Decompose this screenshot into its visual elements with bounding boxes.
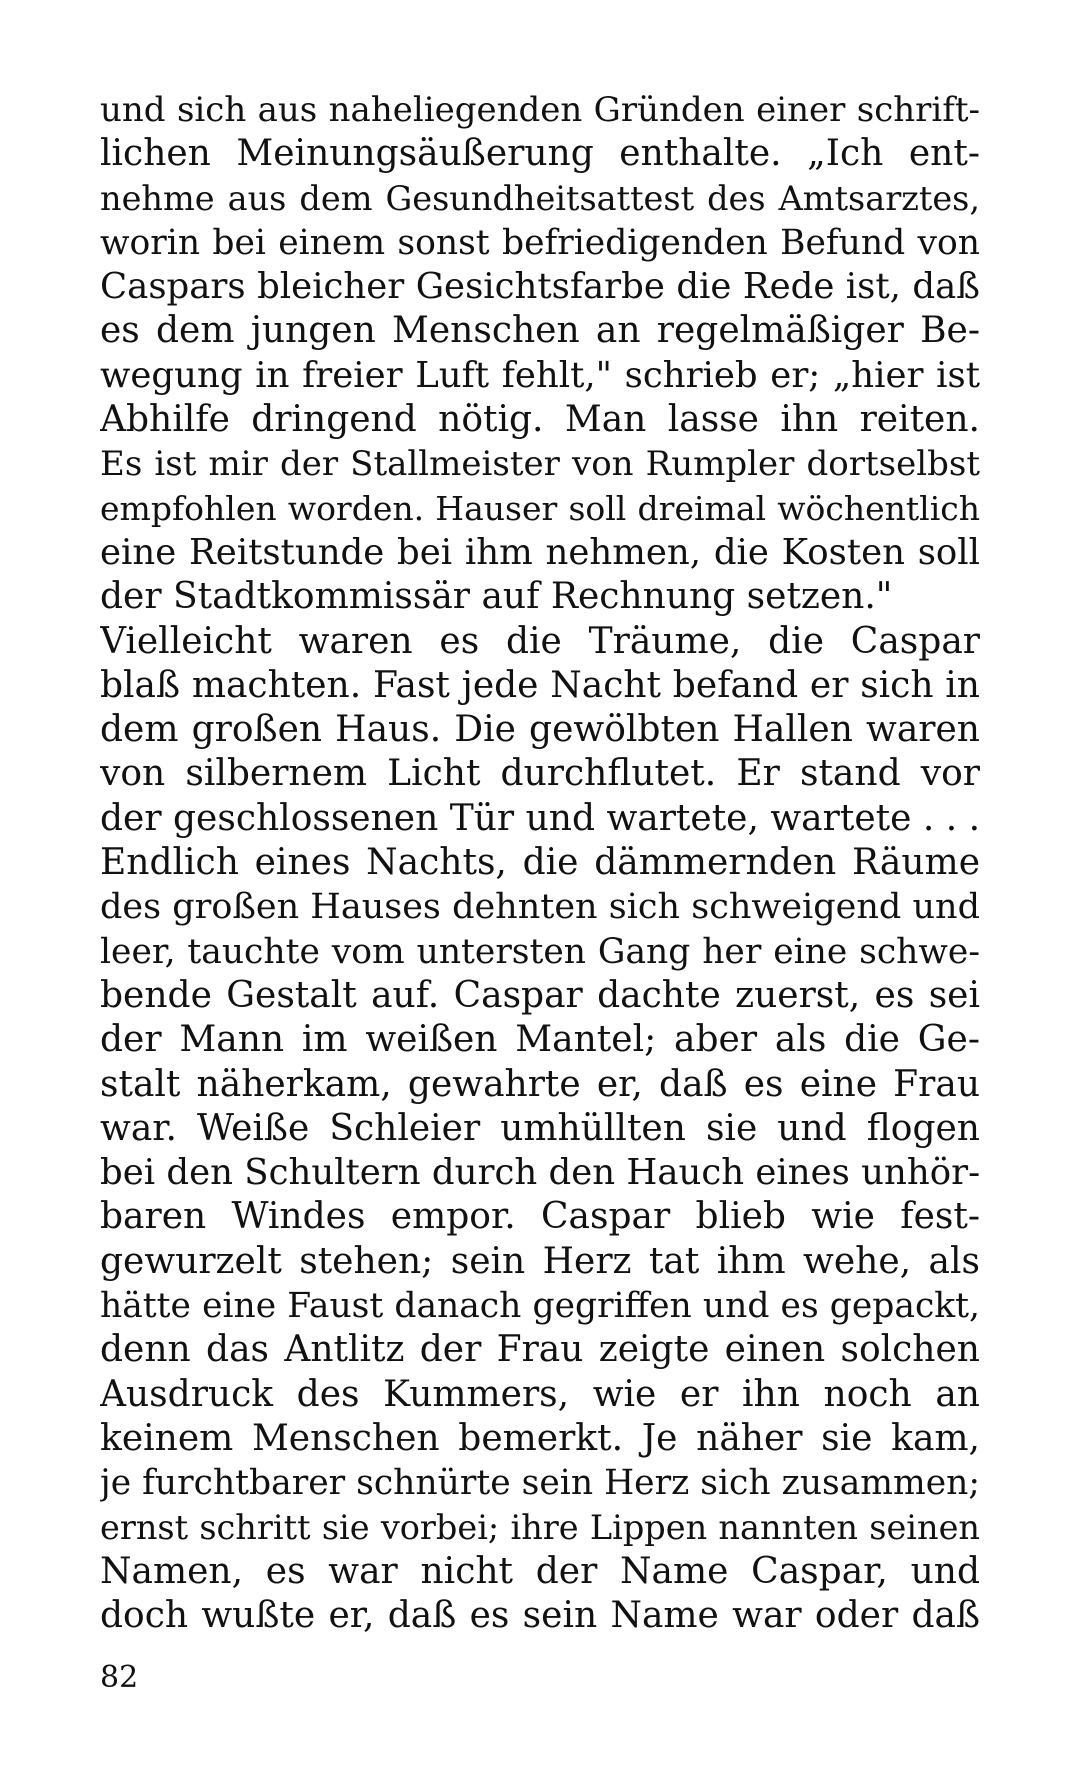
text-line: doch wußte er, daß es sein Name war oder daß <box>100 1595 980 1637</box>
page-number: 82 <box>100 1660 139 1695</box>
text-line: eine Reitstunde bei ihm nehmen, die Kosten soll <box>100 531 980 573</box>
text-line: der Mann im weißen Mantel; aber als die Ge- <box>100 1019 980 1061</box>
text-line: lichen Meinungsäußerung enthalte. „Ich ent- <box>100 133 980 175</box>
text-line: leer, tauchte vom untersten Gang her eine schwe- <box>100 931 980 972</box>
text-line: Namen, es war nicht der Name Caspar, und <box>100 1550 980 1592</box>
text-line: es dem jungen Menschen an regelmäßiger Be- <box>100 310 980 352</box>
text-line: Es ist mir der Stallmeister von Rumpler dortselbst <box>100 444 980 485</box>
text-line: empfohlen worden. Hauser soll dreimal wöchentlich <box>100 488 980 528</box>
text-line: baren Windes empor. Caspar blieb wie fest- <box>100 1196 980 1238</box>
text-line: der Stadtkommissär auf Rechnung setzen." <box>100 576 893 618</box>
text-line: blaß machten. Fast jede Nacht befand er sich in <box>100 664 980 706</box>
text-line: bende Gestalt auf. Caspar dachte zuerst, es sei <box>100 974 980 1016</box>
text-line: des großen Hauses dehnten sich schweigend und <box>100 887 980 928</box>
text-line: bei den Schultern durch den Hauch eines unhör- <box>100 1152 980 1194</box>
text-line: der geschlossenen Tür und wartete, wartete . . . <box>100 797 980 839</box>
text-line: Abhilfe dringend nötig. Man lasse ihn reiten. <box>100 399 980 441</box>
body-text <box>100 88 980 1638</box>
text-line: Endlich eines Nachts, die dämmernden Räume <box>100 842 980 884</box>
text-line: nehme aus dem Gesundheitsattest des Amtsarztes, <box>100 178 980 218</box>
text-line: dem großen Haus. Die gewölbten Hallen waren <box>100 709 980 751</box>
text-line: gewurzelt stehen; sein Herz tat ihm wehe, als <box>100 1240 980 1282</box>
text-line: Caspars bleicher Gesichtsfarbe die Rede ist, daß <box>100 266 980 308</box>
text-line: keinem Menschen bemerkt. Je näher sie kam, <box>100 1417 980 1459</box>
text-line: war. Weiße Schleier umhüllten sie und flogen <box>100 1107 980 1149</box>
text-line: Vielleicht waren es die Träume, die Caspar <box>100 620 980 662</box>
text-line: Ausdruck des Kummers, wie er ihn noch an <box>100 1373 980 1415</box>
text-line: und sich aus naheliegenden Gründen einer schrift- <box>100 90 980 130</box>
text-line: wegung in freier Luft fehlt," schrieb er; „hier ist <box>100 354 980 396</box>
text-line: hätte eine Faust danach gegriffen und es gepackt, <box>100 1286 980 1327</box>
text-line: worin bei einem sonst befriedigenden Befund von <box>100 222 980 263</box>
text-line: von silbernem Licht durchflutet. Er stand vor <box>100 753 980 795</box>
text-line: stalt näherkam, gewahrte er, daß es eine Frau <box>100 1063 980 1105</box>
text-line: denn das Antlitz der Frau zeigte einen solchen <box>100 1329 980 1371</box>
text-line: ernst schritt sie vorbei; ihre Lippen nannten seinen <box>100 1507 980 1547</box>
text-line: je furchtbarer schnürte sein Herz sich zusammen; <box>100 1463 980 1504</box>
